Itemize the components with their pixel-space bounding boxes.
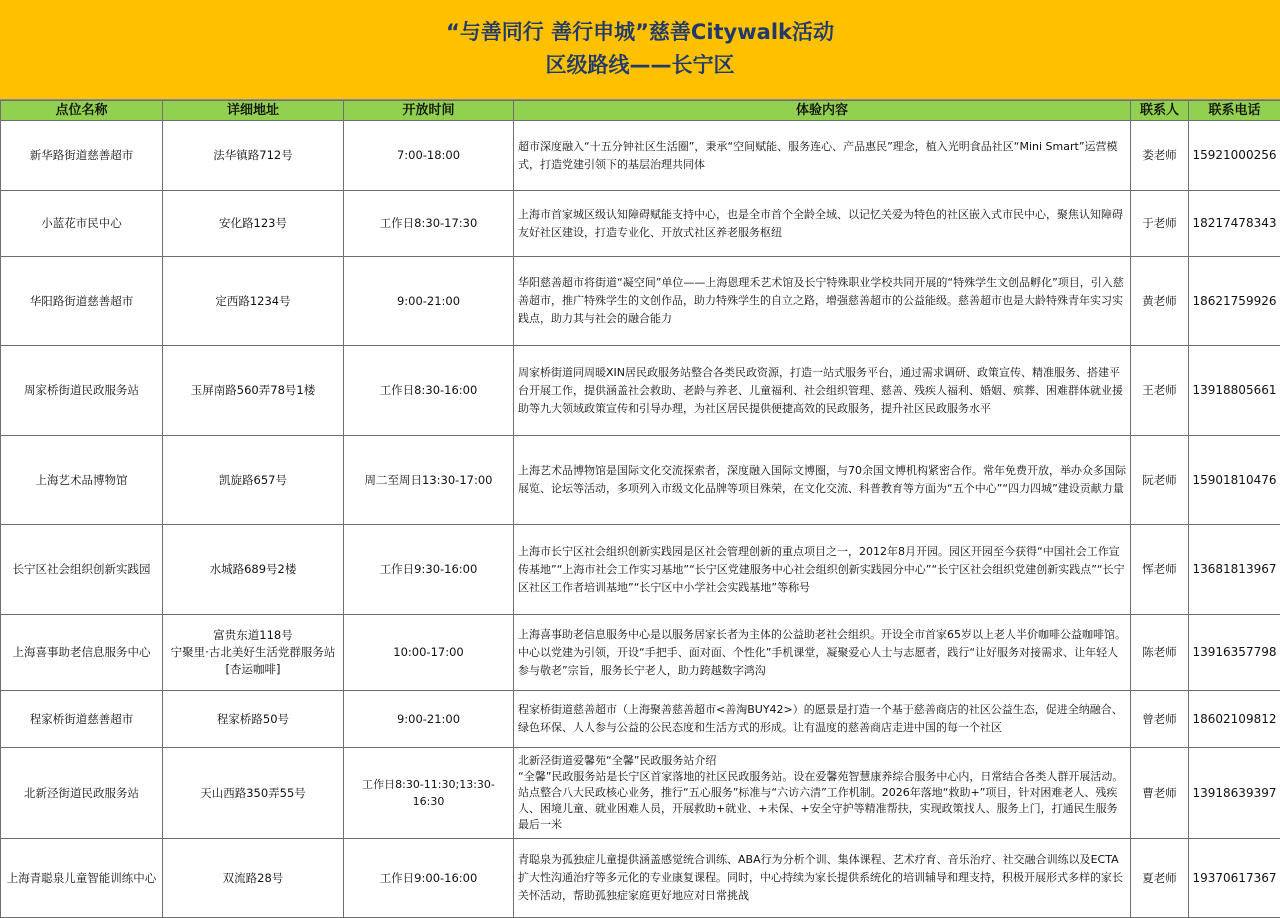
address: 水城路689号2楼	[163, 525, 344, 615]
contact-person: 黄老师	[1131, 257, 1189, 346]
address: 凯旋路657号	[163, 436, 344, 525]
header-content: 体验内容	[514, 101, 1131, 121]
header-phone: 联系电话	[1189, 101, 1280, 121]
table-row	[1, 748, 1280, 839]
contact-phone: 18621759926	[1189, 257, 1280, 346]
address: 程家桥路50号	[163, 691, 344, 748]
contact-phone: 18217478343	[1189, 191, 1280, 257]
contact-person: 曹老师	[1131, 748, 1189, 839]
table-row	[1, 346, 1280, 436]
content-body: “全馨”民政服务站是长宁区首家落地的社区民政服务站。设在爱馨苑智慧康养综合服务中心内，日常结合各类人群开展活动。站点整合八大民政核心业务，推行“五心服务”标准与“六访六清”工作机制。2026年落地“救助+”项目，针对困难老人、残疾人、困境儿童、就业困难人员，开展救助+就业、+未保、+安全守护等精准帮扶，实现政策找人、服务上门，打通民生服务最后一米	[518, 770, 1123, 831]
table-header-row	[1, 101, 1280, 121]
point-name: 周家桥街道民政服务站	[1, 346, 163, 436]
address: 定西路1234号	[163, 257, 344, 346]
address: 玉屏南路560弄78号1楼	[163, 346, 344, 436]
experience-content: 上海艺术品博物馆是国际文化交流探索者，深度融入国际文博圈，与70余国文博机构紧密合作。常年免费开放，举办众多国际展览、论坛等活动，多项列入市级文化品牌等项目殊荣，在文化交流、科普教育等方面为“五个中心”“四力四城”建设贡献力量	[514, 436, 1131, 525]
header-contact: 联系人	[1131, 101, 1189, 121]
contact-person: 夏老师	[1131, 839, 1189, 918]
contact-person: 于老师	[1131, 191, 1189, 257]
contact-phone: 13916357798	[1189, 615, 1280, 691]
page-subtitle: 区级路线——长宁区	[0, 43, 1280, 76]
experience-content: 上海市首家城区级认知障碍赋能支持中心，也是全市首个全龄全域、以记忆关爱为特色的社区嵌入式市民中心，聚焦认知障碍友好社区建设，打造专业化、开放式社区养老服务枢纽	[514, 191, 1131, 257]
experience-content	[514, 748, 1131, 839]
address	[163, 615, 344, 691]
contact-person: 曾老师	[1131, 691, 1189, 748]
point-name: 上海艺术品博物馆	[1, 436, 163, 525]
open-hours: 工作日8:30-17:30	[344, 191, 514, 257]
address: 双流路28号	[163, 839, 344, 918]
address: 法华镇路712号	[163, 121, 344, 191]
content-heading: 北新泾街道爱馨苑“全馨”民政服务站介绍	[518, 753, 1128, 769]
experience-content: 上海喜事助老信息服务中心是以服务居家长者为主体的公益助老社会组织。开设全市首家65岁以上老人半价咖啡公益咖啡馆。中心以党建为引领，开设“手把手、面对面、个性化”手机课堂，凝聚爱心人士与志愿者，践行“让好服务对接需求、让年轻人参与敬老”宗旨，服务长宁老人，助力跨越数字鸿沟	[514, 615, 1131, 691]
table-row	[1, 615, 1280, 691]
point-name: 华阳路街道慈善超市	[1, 257, 163, 346]
contact-person: 王老师	[1131, 346, 1189, 436]
table-row	[1, 525, 1280, 615]
contact-phone: 19370617367	[1189, 839, 1280, 918]
contact-phone: 13918639397	[1189, 748, 1280, 839]
point-name: 程家桥街道慈善超市	[1, 691, 163, 748]
contact-phone: 15901810476	[1189, 436, 1280, 525]
open-hours: 7:00-18:00	[344, 121, 514, 191]
experience-content: 青聪泉为孤独症儿童提供涵盖感觉统合训练、ABA行为分析个训、集体课程、艺术疗育、音乐治疗、社交融合训练以及ECTA扩大性沟通治疗等多元化的专业康复课程。同时，中心持续为家长提供系统化的培训辅导和理支持，积极开展形式多样的家长关怀活动，帮助孤独症家庭更好地应对日常挑战	[514, 839, 1131, 918]
contact-phone: 13918805661	[1189, 346, 1280, 436]
contact-person: 陈老师	[1131, 615, 1189, 691]
point-name: 新华路街道慈善超市	[1, 121, 163, 191]
route-table	[0, 100, 1280, 918]
experience-content: 超市深度融入“十五分钟社区生活圈”，秉承“空间赋能、服务连心、产品惠民”理念，植入光明食品社区“Mini Smart”运营模式，打造党建引领下的基层治理共同体	[514, 121, 1131, 191]
address: 天山西路350弄55号	[163, 748, 344, 839]
experience-content: 周家桥街道同周暖XIN居民政服务站整合各类民政资源，打造一站式服务平台，通过需求调研、政策宣传、精准服务、搭建平台开展工作，提供涵盖社会救助、老龄与养老、儿童福利、社会组织管理、慈善、残疾人福利、婚姻、殡葬、困难群体就业援助等九大领域政策宣传和引导办理，为社区居民提供便捷高效的民政服务，提升社区民政服务水平	[514, 346, 1131, 436]
header-hours: 开放时间	[344, 101, 514, 121]
open-hours: 周二至周日13:30-17:00	[344, 436, 514, 525]
contact-phone: 15921000256	[1189, 121, 1280, 191]
table-row	[1, 436, 1280, 525]
address-line: 富贵东道118号	[166, 627, 340, 644]
open-hours: 工作日8:30-11:30;13:30-16:30	[344, 748, 514, 839]
contact-person: 娄老师	[1131, 121, 1189, 191]
point-name: 小蓝花市民中心	[1, 191, 163, 257]
page-title: “与善同行 善行申城”慈善Citywalk活动	[0, 0, 1280, 43]
contact-person: 恽老师	[1131, 525, 1189, 615]
contact-phone: 13681813967	[1189, 525, 1280, 615]
open-hours: 工作日8:30-16:00	[344, 346, 514, 436]
table-row	[1, 121, 1280, 191]
point-name: 长宁区社会组织创新实践园	[1, 525, 163, 615]
open-hours: 10:00-17:00	[344, 615, 514, 691]
address: 安化路123号	[163, 191, 344, 257]
header-address: 详细地址	[163, 101, 344, 121]
point-name: 北新泾街道民政服务站	[1, 748, 163, 839]
address-line: 宁聚里·古北美好生活党群服务站	[166, 644, 340, 661]
table-row	[1, 257, 1280, 346]
open-hours: 9:00-21:00	[344, 691, 514, 748]
experience-content: 华阳慈善超市将街道“凝空间”单位——上海恩理禾艺术馆及长宁特殊职业学校共同开展的“特殊学生文创品孵化”项目，引入慈善超市，推广特殊学生的文创作品，助力特殊学生的自立之路，增强慈善超市的公益能级。慈善超市也是大龄特殊青年实习实践点，助力其与社会的融合能力	[514, 257, 1131, 346]
title-banner	[0, 0, 1280, 100]
contact-person: 阮老师	[1131, 436, 1189, 525]
point-name: 上海喜事助老信息服务中心	[1, 615, 163, 691]
header-point-name: 点位名称	[1, 101, 163, 121]
contact-phone: 18602109812	[1189, 691, 1280, 748]
table-row	[1, 691, 1280, 748]
open-hours: 9:00-21:00	[344, 257, 514, 346]
address-line: [杏运咖啡]	[166, 661, 340, 678]
table-row	[1, 191, 1280, 257]
point-name: 上海青聪泉儿童智能训练中心	[1, 839, 163, 918]
table-row	[1, 839, 1280, 918]
experience-content: 程家桥街道慈善超市（上海聚善慈善超市<善淘BUY42>）的愿景是打造一个基于慈善商店的社区公益生态，促进全纳融合、绿色环保、人人参与公益的公民态度和生活方式的形成。让有温度的慈善商店走进中国的每一个社区	[514, 691, 1131, 748]
open-hours: 工作日9:30-16:00	[344, 525, 514, 615]
open-hours: 工作日9:00-16:00	[344, 839, 514, 918]
experience-content: 上海市长宁区社会组织创新实践园是区社会管理创新的重点项目之一，2012年8月开园。园区开园至今获得“中国社会工作宣传基地”“上海市社会工作实习基地”“长宁区党建服务中心社会组织创新实践园分中心”“长宁区社会组织党建创新实践点”“长宁区社区工作者培训基地”“长宁区中小学社会实践基地”等称号	[514, 525, 1131, 615]
